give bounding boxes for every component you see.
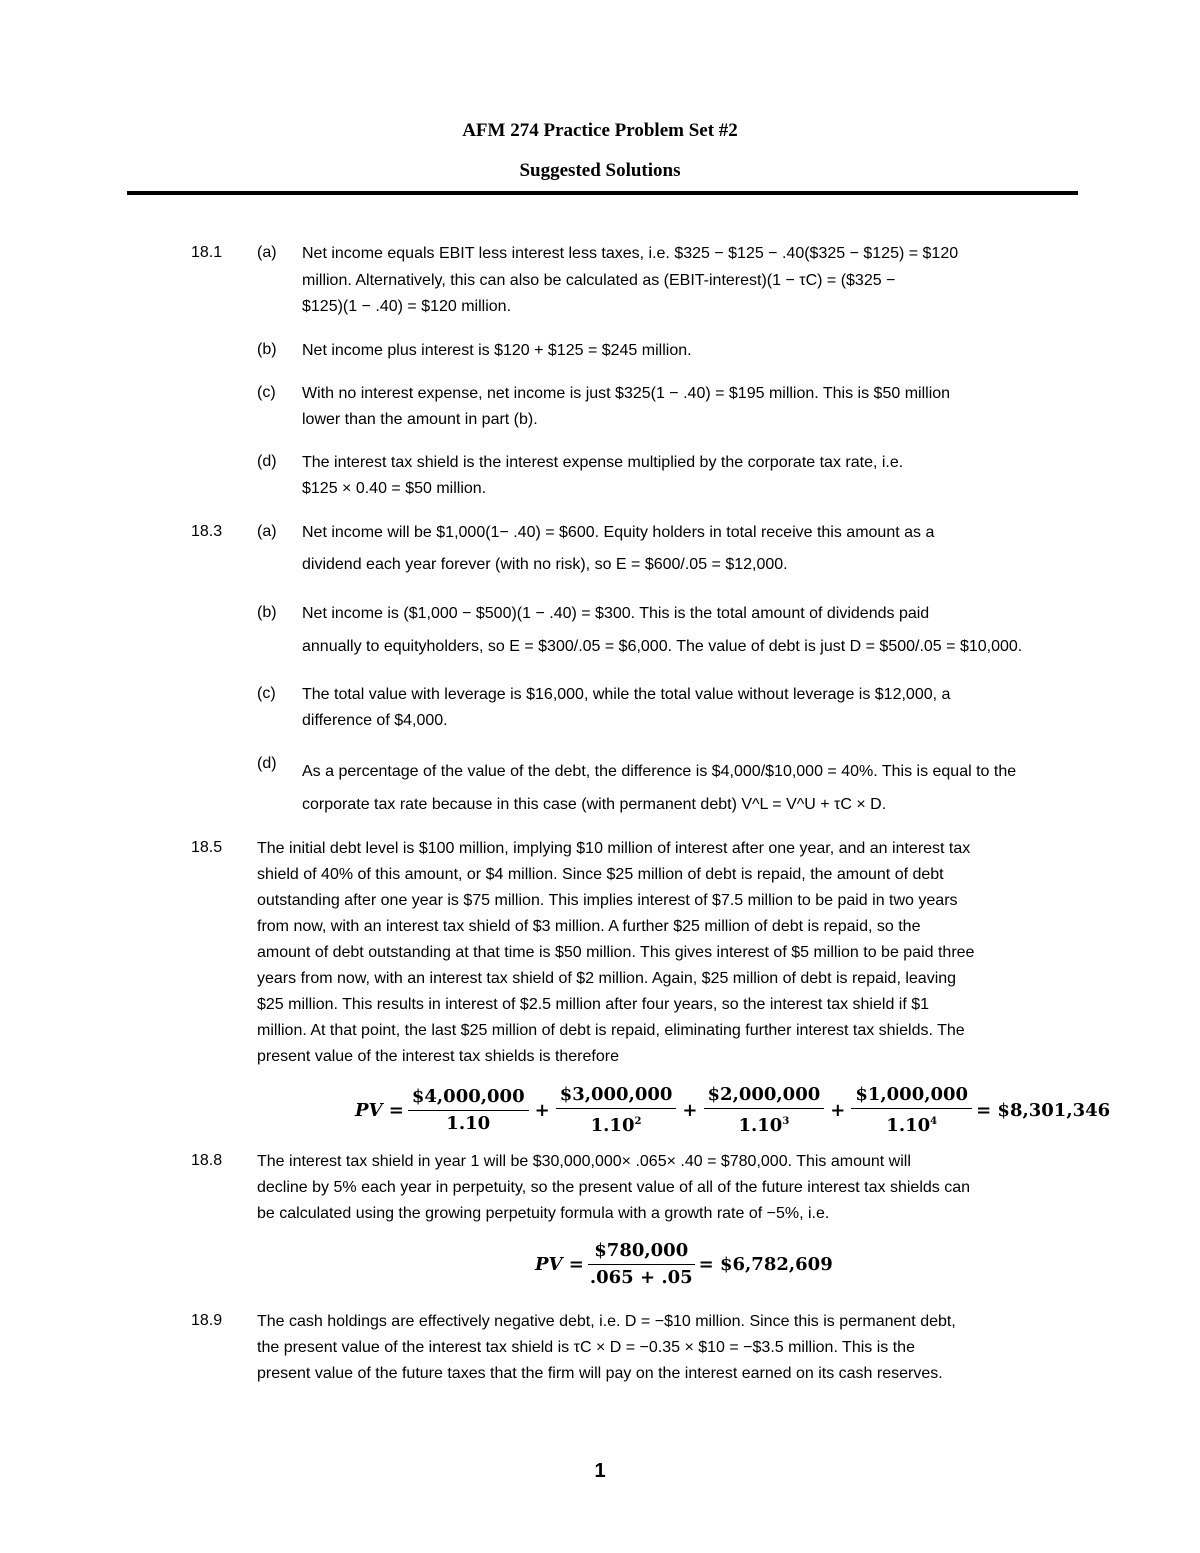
text-line: Net income is ($1,000 − $500)(1 − .40) = $300. This is the total amount of dividends paid bbox=[302, 605, 930, 622]
text-line: lower than the amount in part (b). bbox=[302, 411, 538, 428]
equation-fraction bbox=[588, 1238, 695, 1291]
text-line: the present value of the interest tax shield is τC × D = −0.35 × $10 = −$3.5 million. This is the bbox=[257, 1339, 915, 1356]
text-line: The initial debt level is $100 million, implying $10 million of interest after one year, and an interest tax bbox=[257, 840, 971, 857]
problem-number: 18.9 bbox=[191, 1312, 223, 1329]
part-label: (c) bbox=[257, 685, 276, 702]
text-line: present value of the interest tax shields is therefore bbox=[257, 1048, 619, 1065]
fraction-denominator: 1.10 bbox=[446, 1113, 491, 1134]
equation-fraction bbox=[851, 1082, 972, 1139]
text-line: $125)(1 − .40) = $120 million. bbox=[302, 298, 512, 315]
part-label: (b) bbox=[257, 341, 277, 358]
text-line: $125 × 0.40 = $50 million. bbox=[302, 480, 487, 497]
text-line: decline by 5% each year in perpetuity, so the present value of all of the future interest tax shields can bbox=[257, 1179, 971, 1196]
part-label: (a) bbox=[257, 244, 277, 261]
text-line: The cash holdings are effectively negative debt, i.e. D = −$10 million. Since this is permanent debt, bbox=[257, 1313, 956, 1330]
equation-fraction bbox=[408, 1084, 529, 1137]
text-line: Net income will be $1,000(1− .40) = $600. Equity holders in total receive this amount as a bbox=[302, 524, 935, 541]
fraction-numerator: $2,000,000 bbox=[704, 1082, 825, 1109]
part-label: (b) bbox=[257, 604, 277, 621]
problem-number: 18.3 bbox=[191, 523, 223, 540]
problem-number: 18.5 bbox=[191, 839, 223, 856]
fraction-denominator: 1.10$^3$ bbox=[738, 1115, 790, 1136]
text-line: outstanding after one year is $75 million. This implies interest of $7.5 million to be paid in two years bbox=[257, 892, 958, 909]
equation-fraction bbox=[704, 1082, 825, 1139]
text-line: The interest tax shield is the interest expense multiplied by the corporate tax rate, i.e. bbox=[302, 454, 904, 471]
text-line: be calculated using the growing perpetuity formula with a growth rate of −5%, i.e. bbox=[257, 1205, 830, 1222]
page-subtitle: Suggested Solutions bbox=[519, 160, 681, 181]
text-line: Net income plus interest is $120 + $125 = $245 million. bbox=[302, 342, 692, 359]
equation-lhs: PV = bbox=[355, 1100, 404, 1121]
text-line: million. Alternatively, this can also be calculated as (EBIT-interest)(1 − τC) = ($325 − bbox=[302, 272, 896, 289]
fraction-numerator: $1,000,000 bbox=[851, 1082, 972, 1109]
text-line: million. At that point, the last $25 million of debt is repaid, eliminating further interest tax shields. The bbox=[257, 1022, 965, 1039]
text-line: from now, with an interest tax shield of $3 million. A further $25 million of debt is repaid, so the bbox=[257, 918, 921, 935]
text-line: As a percentage of the value of the debt, the difference is $4,000/$10,000 = 40%. This is equal to the bbox=[302, 763, 1017, 780]
part-label: (d) bbox=[257, 755, 277, 772]
pv-equation-18-5 bbox=[355, 1082, 1110, 1139]
fraction-numerator: $4,000,000 bbox=[408, 1084, 529, 1111]
text-line: difference of $4,000. bbox=[302, 712, 448, 729]
header-rule bbox=[127, 191, 1078, 195]
plus-sign: + bbox=[534, 1100, 550, 1121]
part-label: (a) bbox=[257, 523, 277, 540]
equation-result: = $6,782,609 bbox=[698, 1254, 833, 1275]
problem-number: 18.8 bbox=[191, 1152, 223, 1169]
text-line: annually to equityholders, so E = $300/.05 = $6,000. The value of debt is just D = $500/.05 = $10,000. bbox=[302, 638, 1023, 655]
text-line: corporate tax rate because in this case (with permanent debt) V^L = V^U + τC × D. bbox=[302, 796, 887, 813]
text-line: The interest tax shield in year 1 will be $30,000,000× .065× .40 = $780,000. This amount will bbox=[257, 1153, 911, 1170]
fraction-numerator: $780,000 bbox=[588, 1238, 695, 1265]
part-label: (c) bbox=[257, 384, 276, 401]
text-line: The total value with leverage is $16,000, while the total value without leverage is $12,000, a bbox=[302, 686, 951, 703]
page-title: AFM 274 Practice Problem Set #2 bbox=[462, 120, 738, 141]
equation-result: = $8,301,346 bbox=[976, 1100, 1111, 1121]
text-line: With no interest expense, net income is just $325(1 − .40) = $195 million. This is $50 million bbox=[302, 385, 951, 402]
text-line: Net income equals EBIT less interest less taxes, i.e. $325 − $125 − .40($325 − $125) = $120 bbox=[302, 245, 959, 262]
text-line: years from now, with an interest tax shield of $2 million. Again, $25 million of debt is repaid, leaving bbox=[257, 970, 957, 987]
text-line: shield of 40% of this amount, or $4 million. Since $25 million of debt is repaid, the amount of debt bbox=[257, 866, 944, 883]
fraction-denominator: 1.10$^4$ bbox=[886, 1115, 938, 1136]
fraction-numerator: $3,000,000 bbox=[556, 1082, 677, 1109]
fraction-denominator: 1.10$^2$ bbox=[590, 1115, 642, 1136]
equation-lhs: PV = bbox=[535, 1254, 584, 1275]
text-line: present value of the future taxes that the firm will pay on the interest earned on its cash reserves. bbox=[257, 1365, 943, 1382]
problem-number: 18.1 bbox=[191, 244, 223, 261]
page-number: 1 bbox=[594, 1460, 606, 1482]
part-label: (d) bbox=[257, 453, 277, 470]
fraction-denominator: .065 + .05 bbox=[589, 1267, 693, 1288]
plus-sign: + bbox=[682, 1100, 698, 1121]
text-line: amount of debt outstanding at that time is $50 million. This gives interest of $5 million to be paid three bbox=[257, 944, 975, 961]
plus-sign: + bbox=[830, 1100, 846, 1121]
pv-equation-18-8 bbox=[535, 1238, 833, 1291]
equation-fraction bbox=[556, 1082, 677, 1139]
text-line: $25 million. This results in interest of $2.5 million after four years, so the interest tax shield if $1 bbox=[257, 996, 930, 1013]
text-line: dividend each year forever (with no risk), so E = $600/.05 = $12,000. bbox=[302, 556, 788, 573]
